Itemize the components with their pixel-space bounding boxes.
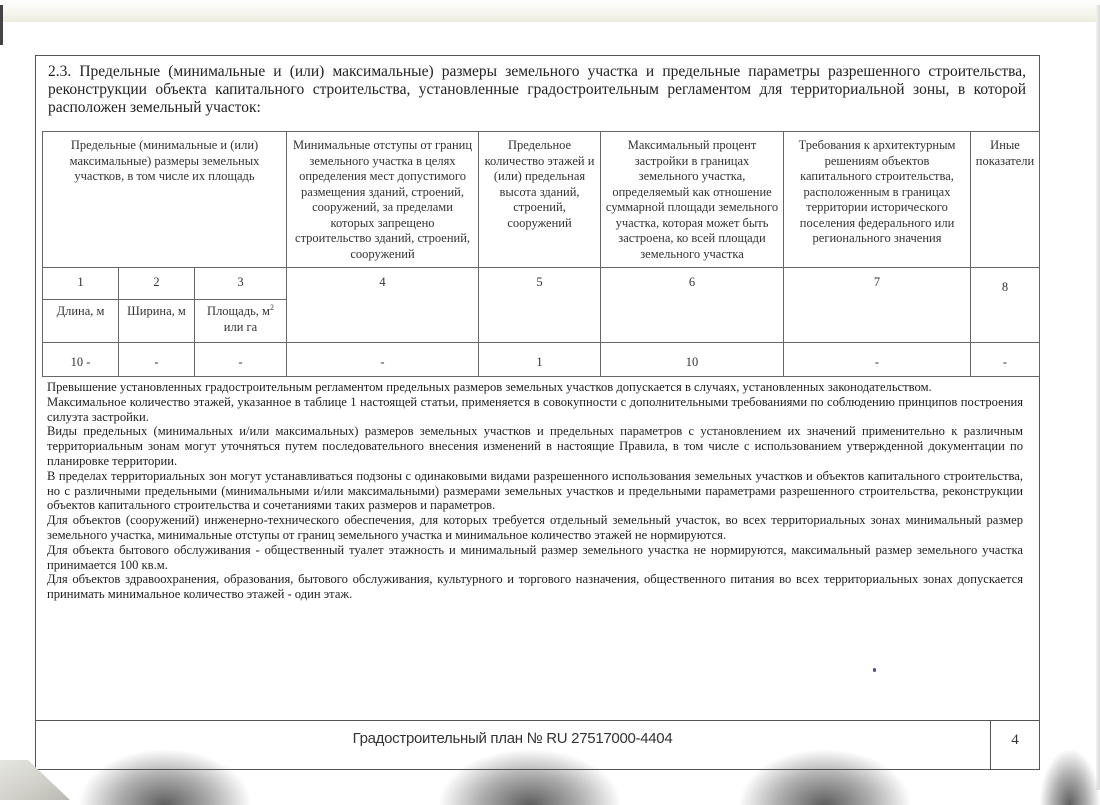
scan-smudge	[740, 750, 910, 805]
scan-smudge	[80, 750, 250, 805]
column-number: 6	[601, 268, 784, 343]
column-number: 5	[479, 268, 601, 343]
subheader-area-sup: 2	[269, 302, 274, 312]
value-area: -	[195, 343, 287, 377]
subheader-area	[195, 300, 287, 343]
note-paragraph: Виды предельных (минимальных и/или максимальных) размеров земельных участков и предельных параметров с установлением их значений применительно к различным территориальным зонам могут уточняться путем последовательного внесения изменений в настоящие Правила, в том числе с использованием утвержденной документации по планировке территории.	[47, 424, 1023, 468]
note-paragraph: Превышение установленных градостроительным регламентом предельных размеров земельных участков допускается в случаях, установленных законодательством.	[47, 380, 932, 394]
subheader-length: Длина, м	[43, 300, 119, 343]
column-number: 3	[195, 268, 287, 300]
scan-speck	[873, 668, 876, 672]
column-number: 1	[43, 268, 119, 300]
subheader-area-suffix: или га	[223, 319, 258, 334]
header-land-plot-sizes: Предельные (минимальные и (или) максимальные) размеры земельных участков, в том числе их площадь	[43, 132, 287, 268]
scan-smudge	[440, 750, 620, 805]
note-paragraph: Для объектов здравоохранения, образования, бытового обслуживания, культурного и торгового назначения, общественного питания во всех территориальных зонах допускается принимать минимальное количество этажей - один этаж.	[47, 572, 1023, 602]
header-max-floors: Предельное количество этажей и (или) предельная высота зданий, строений, сооружений	[479, 132, 601, 268]
note-paragraph: Для объектов (сооружений) инженерно-технического обеспечения, для которых требуется отдельный земельный участок, во всех территориальных зонах минимальный размер земельного участка, минимальные отступы от границ земельного участка и минимальное количество этажей не нормируются.	[47, 513, 1023, 542]
value-max-floors: 1	[479, 343, 601, 377]
scan-left-edge	[0, 5, 3, 45]
subheader-area-label: Площадь, м	[207, 304, 270, 318]
scan-top-edge	[0, 0, 1100, 22]
section-title: 2.3. Предельные (минимальные и (или) максимальные) размеры земельного участка и предельные параметры разрешенного строительства, реконструкции объекта капитального строительства, установленные градостроительным регламентом для территориальной зоны, в которой расположен земельный участок:	[48, 63, 1026, 116]
column-number: 4	[287, 268, 479, 343]
notes-block	[47, 380, 1023, 602]
column-number-row	[43, 268, 1040, 300]
value-width: -	[119, 343, 195, 377]
page-number: 4	[1011, 732, 1019, 748]
note-paragraph: Для объекта бытового обслуживания - общественный туалет этажность и минимальный размер земельного участка не нормируются, максимальный размер земельного участка принимается 100 кв.м.	[47, 542, 1023, 572]
header-other-indicators: Иные показатели	[971, 132, 1040, 268]
value-max-coverage-percent: 10	[601, 343, 784, 377]
header-min-setbacks: Минимальные отступы от границ земельного участка в целях определения мест допустимого размещения зданий, строений, сооружений, за пределами которых запрещено строительство зданий, строений, сооружений	[287, 132, 479, 268]
table-row	[43, 343, 1040, 377]
header-max-coverage-percent: Максимальный процент застройки в границах земельного участка, определяемый как отношение суммарной площади земельного участка, которая может быть застроена, ко всей площади земельного участка	[601, 132, 784, 268]
limits-table	[42, 131, 1040, 377]
value-length: 10 -	[43, 343, 119, 377]
subheader-width: Ширина, м	[119, 300, 195, 343]
table-header-row	[43, 132, 1040, 268]
value-min-setbacks: -	[287, 343, 479, 377]
scan-right-edge	[1096, 5, 1100, 790]
footer-document-title: Градостроительный план № RU 27517000-4404	[352, 730, 673, 747]
note-paragraph: В пределах территориальных зон могут устанавливаться подзоны с одинаковыми видами разрешенного использования земельных участков и объектов капитального строительства, но с различными предельными (минимальными и/или максимальными) размерами земельных участков и предельными параметрами разрешенного строительства, реконструкции объектов капитального строительства и сочетаниями таких размеров и параметров.	[47, 468, 1023, 513]
note-paragraph: Максимальное количество этажей, указанное в таблице 1 настоящей статьи, применяется в совокупности с дополнительными требованиями по соблюдению принципов построения силуэта застройки.	[47, 394, 1023, 424]
column-number: 2	[119, 268, 195, 300]
column-number: 8	[971, 268, 1040, 343]
value-architectural-requirements: -	[784, 343, 971, 377]
value-other-indicators: -	[971, 343, 1040, 377]
footer-divider-line	[35, 720, 1040, 721]
column-number: 7	[784, 268, 971, 343]
header-architectural-requirements: Требования к архитектурным решениям объектов капитального строительства, расположенным в границах территории исторического поселения федерального или регионального значения	[784, 132, 971, 268]
scan-smudge	[1040, 750, 1100, 805]
